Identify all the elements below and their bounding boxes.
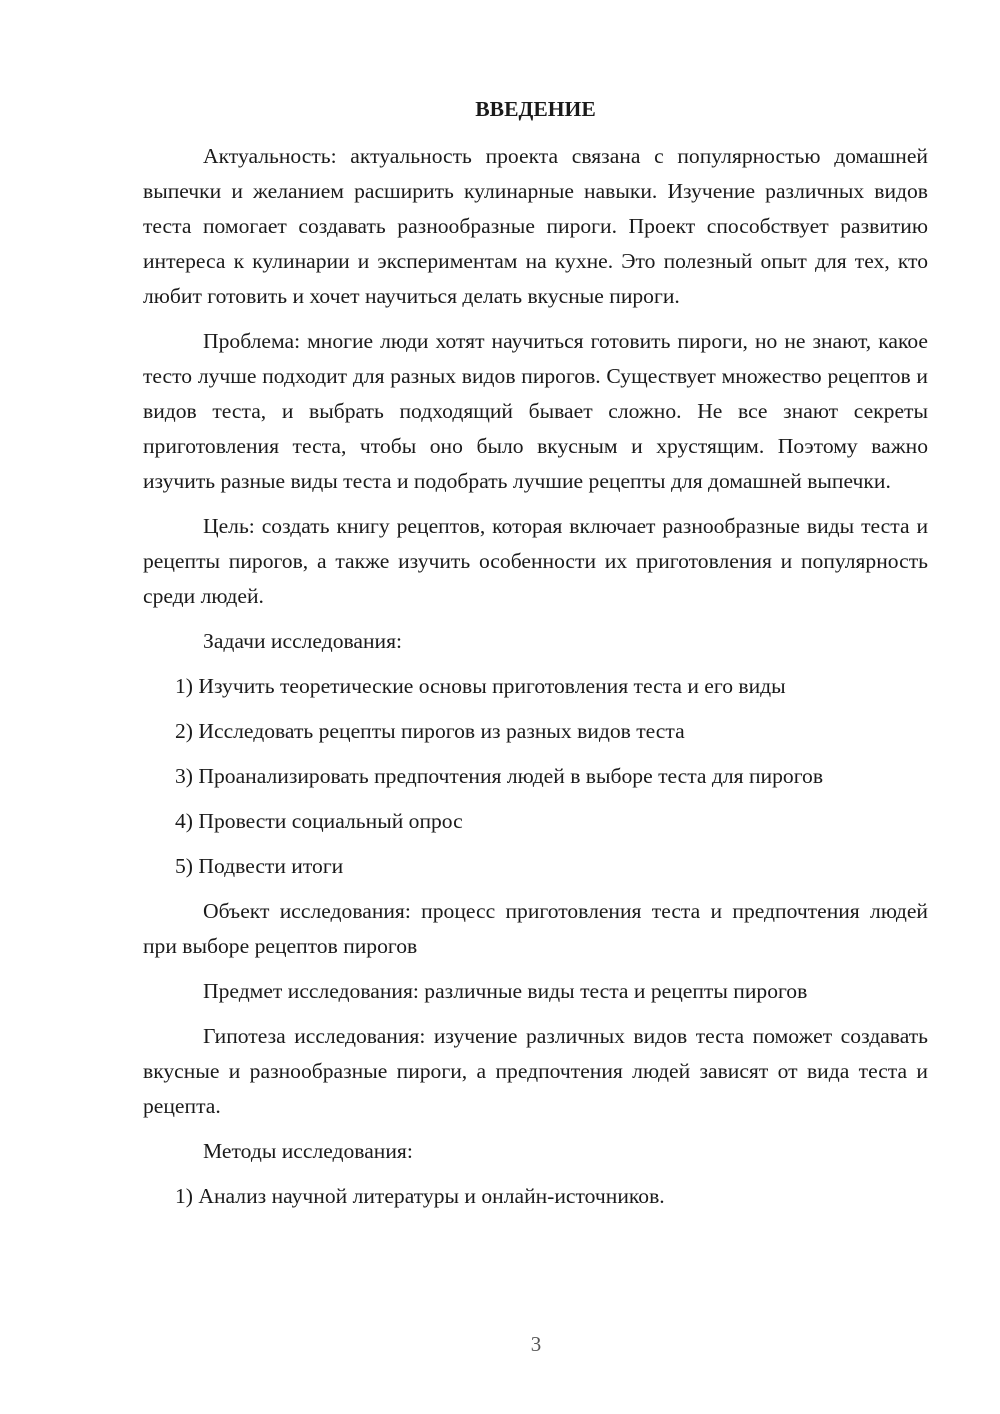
section-title: ВВЕДЕНИЕ — [475, 97, 596, 121]
object-paragraph: Объект исследования: процесс приготовления теста и предпочтения людей при выборе рецептов пирогов — [143, 899, 928, 958]
task-item: 4) Провести социальный опрос — [175, 809, 463, 833]
subject-paragraph: Предмет исследования: различные виды теста и рецепты пирогов — [203, 979, 808, 1003]
page-number-label: 3 — [530, 1332, 542, 1356]
task-item: 2) Исследовать рецепты пирогов из разных видов теста — [175, 719, 685, 743]
methods-heading: Методы исследования: — [203, 1139, 413, 1163]
task-item: 1) Изучить теоретические основы приготовления теста и его виды — [175, 674, 786, 698]
problem-paragraph: Проблема: многие люди хотят научиться готовить пироги, но не знают, какое тесто лучше подходит для разных видов пирогов. Существует множество рецептов и видов теста, и выбрать подходящий бывает сложно. Не все знают секреты приготовления теста, чтобы оно было вкусным и хрустящим. Поэтому важно изучить разные виды теста и подобрать лучшие рецепты для домашней выпечки. — [143, 329, 928, 493]
goal-paragraph: Цель: создать книгу рецептов, которая включает разнообразные виды теста и рецепты пирогов, а также изучить особенности их приготовления и популярность среди людей. — [143, 514, 928, 608]
hypothesis-paragraph: Гипотеза исследования: изучение различных видов теста поможет создавать вкусные и разнообразные пироги, а предпочтения людей зависят от вида теста и рецепта. — [143, 1024, 928, 1118]
task-item: 3) Проанализировать предпочтения людей в выборе теста для пирогов — [175, 764, 824, 788]
page-number — [0, 1332, 1000, 1357]
method-item: 1) Анализ научной литературы и онлайн-источников. — [175, 1184, 665, 1208]
tasks-heading: Задачи исследования: — [203, 629, 403, 653]
page-content — [143, 92, 928, 1224]
task-item: 5) Подвести итоги — [175, 854, 344, 878]
relevance-paragraph: Актуальность: актуальность проекта связана с популярностью домашней выпечки и желанием расширить кулинарные навыки. Изучение различных видов теста помогает создавать разнообразные пироги. Проект способствует развитию интереса к кулинарии и экспериментам на кухне. Это полезный опыт для тех, кто любит готовить и хочет научиться делать вкусные пироги. — [143, 144, 928, 308]
